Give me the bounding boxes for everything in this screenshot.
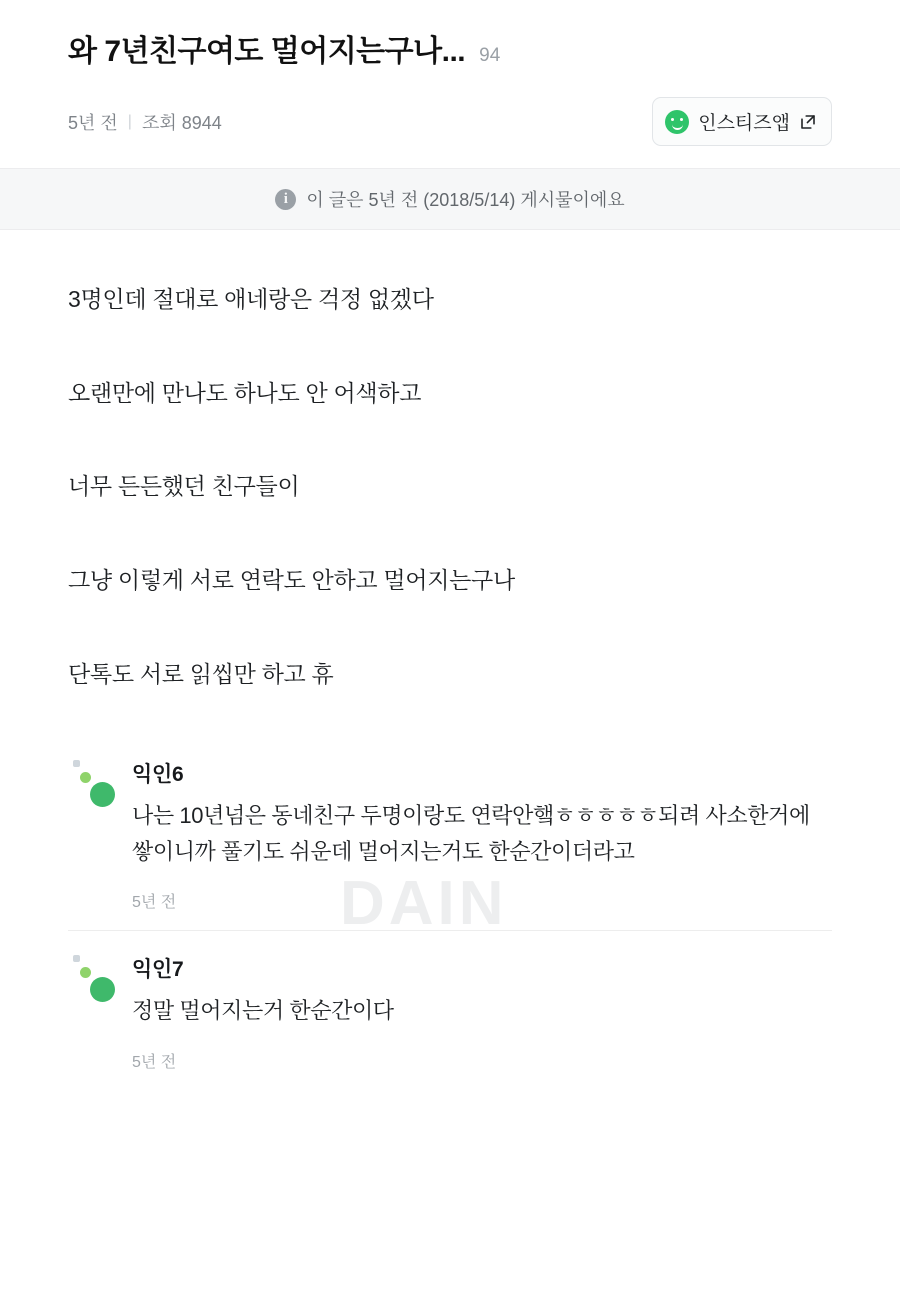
comment-list [0, 736, 900, 1090]
comment-author[interactable]: 익인6 [132, 763, 184, 787]
comment-author[interactable]: 익인7 [132, 958, 184, 982]
post-paragraph: 너무 든든했던 친구들이 [68, 473, 300, 500]
page-title: 와 7년친구여도 멀어지는구나... [68, 35, 466, 68]
smiley-icon [665, 110, 689, 134]
post-paragraph: 3명인데 절대로 애네랑은 걱정 없겠다 [68, 286, 434, 312]
avatar [68, 953, 118, 1005]
open-in-app-button[interactable] [652, 97, 832, 146]
old-post-notice [0, 168, 900, 230]
comment-timestamp: 5년 전 [132, 1054, 177, 1072]
old-post-notice-text: 이 글은 5년 전 (2018/5/14) 게시물이에요 [306, 190, 625, 210]
comment-timestamp: 5년 전 [132, 894, 177, 912]
post-paragraph: 오랜만에 만나도 하나도 안 어색하고 [68, 379, 422, 406]
title-row [68, 20, 832, 71]
comment-count-badge: 94 [479, 45, 501, 66]
post-meta [68, 109, 222, 135]
avatar [68, 758, 118, 810]
comment-item [68, 736, 832, 930]
comment-item [68, 930, 832, 1090]
post-paragraph: 단톡도 서로 읽씹만 하고 휴 [68, 660, 334, 687]
info-icon: i [275, 189, 296, 210]
comment-body [132, 953, 832, 1072]
avatar-dot-medium [80, 772, 91, 783]
post-header [0, 0, 900, 168]
open-in-app-label: 인스티즈앱 [698, 113, 790, 134]
external-link-icon [799, 113, 817, 131]
meta-separator: | [127, 112, 132, 130]
avatar-dot-small [73, 760, 80, 767]
comment-body [132, 758, 832, 912]
comment-text: 나는 10년넘은 동네친구 두명이랑도 연락안햌ㅎㅎㅎㅎㅎ되려 사소한거에 쌓이니까 풀기도 쉬운데 멀어지는거도 한순간이더라고 [132, 803, 816, 864]
post-time-ago: 5년 전 [68, 112, 118, 133]
post-view-count: 조회 8944 [141, 112, 222, 133]
post-meta-row [68, 97, 832, 168]
post-paragraph: 그냥 이렇게 서로 연락도 안하고 멀어지는구나 [68, 566, 515, 593]
avatar-dot-large [90, 782, 115, 807]
avatar-dot-small [73, 955, 80, 962]
watermark: DAIN [340, 869, 508, 938]
comment-text: 정말 멀어지는거 한순간이다 [132, 998, 394, 1024]
post-body [0, 230, 900, 692]
avatar-dot-medium [80, 967, 91, 978]
avatar-dot-large [90, 977, 115, 1002]
